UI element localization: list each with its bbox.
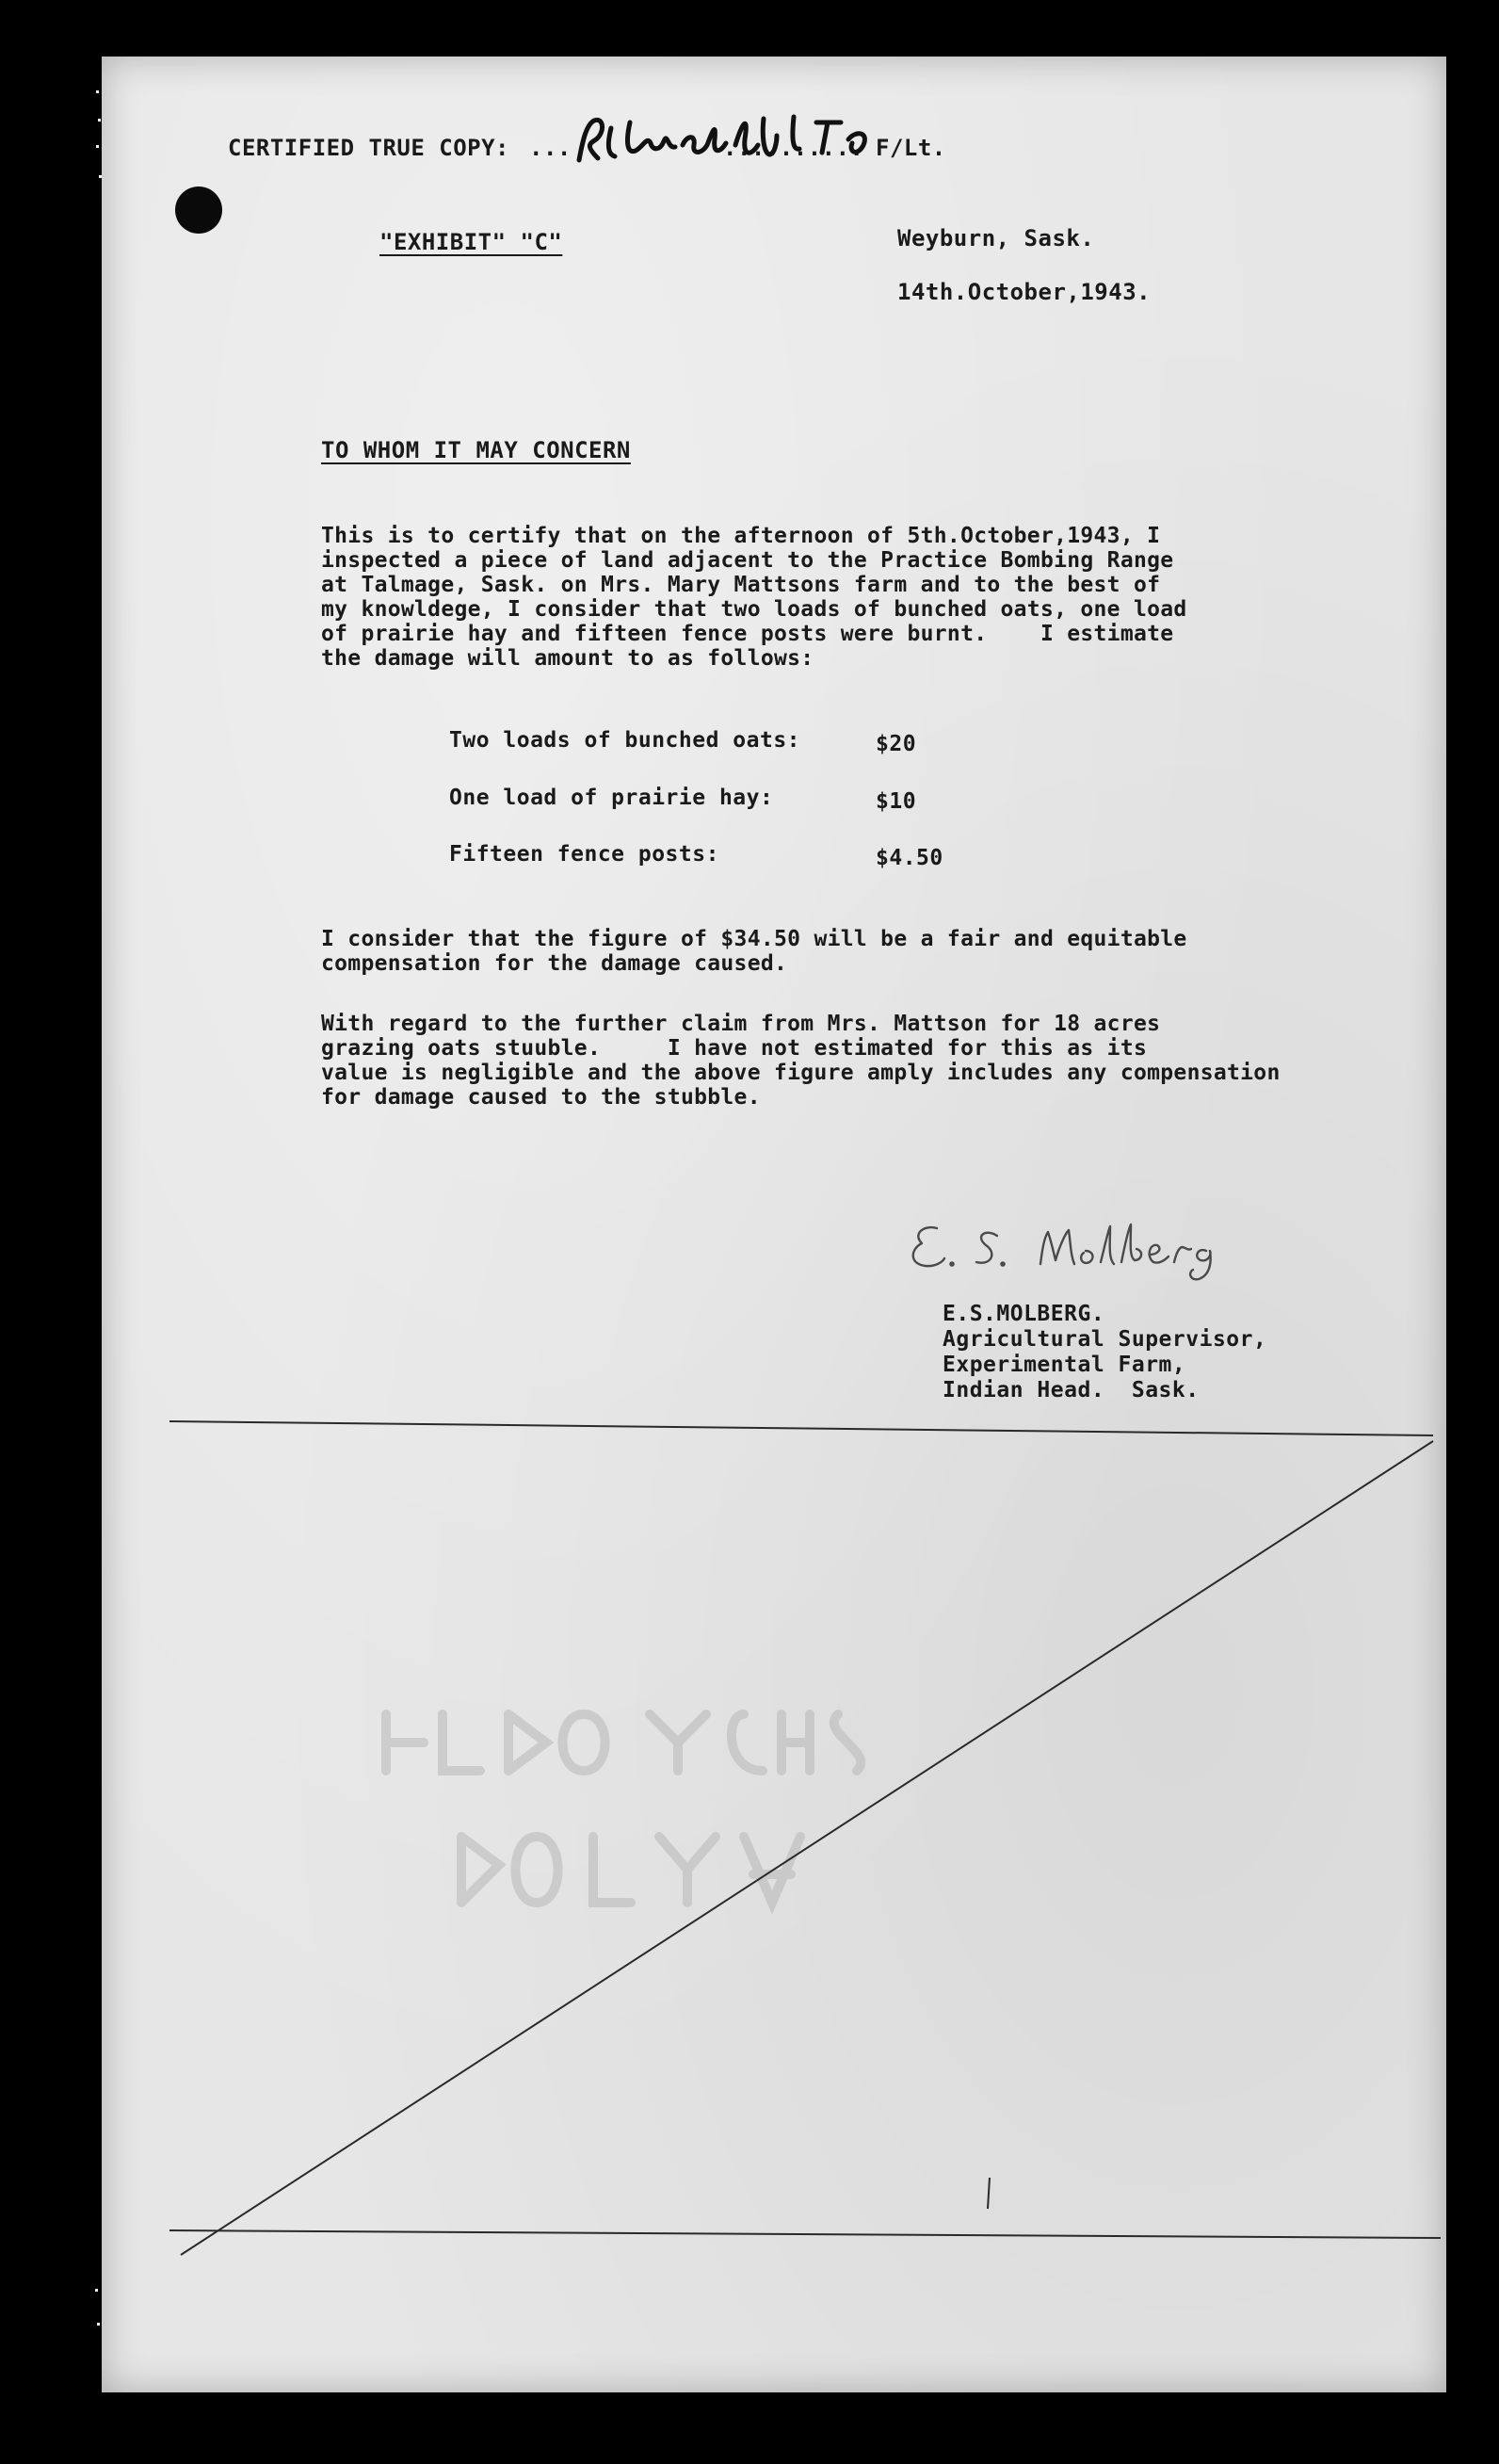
paragraph-line: for damage caused to the stubble. xyxy=(321,1085,761,1110)
item-amount: $20 xyxy=(876,732,917,756)
paragraph-line: at Talmage, Sask. on Mrs. Mary Mattsons farm and to the best of xyxy=(321,573,1161,597)
item-amount: $4.50 xyxy=(876,846,943,870)
paragraph-line: With regard to the further claim from Mrs. Mattson for 18 acres xyxy=(321,1012,1161,1036)
item-amount: $10 xyxy=(876,789,917,814)
letter-date: 14th.October,1943. xyxy=(897,279,1152,305)
exhibit-label: "EXHIBIT" "C" xyxy=(379,229,563,255)
signer-location: Indian Head. Sask. xyxy=(943,1378,1200,1402)
paragraph-line: the damage will amount to as follows: xyxy=(321,646,814,671)
paragraph-line: compensation for the damage caused. xyxy=(321,951,788,976)
paragraph-line: grazing oats stuuble. I have not estimated for this as its xyxy=(321,1036,1148,1061)
signer-title: Agricultural Supervisor, xyxy=(943,1327,1267,1352)
paragraph-line: of prairie hay and fifteen fence posts were burnt. I estimate xyxy=(321,622,1174,646)
certified-label: CERTIFIED TRUE COPY: xyxy=(228,135,509,161)
paragraph-line: my knowldege, I consider that two loads of bunched oats, one load xyxy=(321,597,1187,622)
paragraph-line: This is to certify that on the afternoon of 5th.October,1943, I xyxy=(321,524,1161,548)
salutation: TO WHOM IT MAY CONCERN xyxy=(321,437,631,463)
certified-dots-left: ... xyxy=(529,135,572,161)
item-label: Two loads of bunched oats: xyxy=(449,728,801,753)
paragraph-line: inspected a piece of land adjacent to the Practice Bombing Range xyxy=(321,548,1174,573)
item-label: One load of prairie hay: xyxy=(449,786,774,810)
item-label: Fifteen fence posts: xyxy=(449,842,719,867)
signer-organization: Experimental Farm, xyxy=(943,1353,1186,1377)
certified-suffix: F/Lt. xyxy=(876,135,946,161)
signer-name: E.S.MOLBERG. xyxy=(943,1302,1105,1326)
paragraph-line: value is negligible and the above figure amply includes any compensation xyxy=(321,1061,1281,1085)
paragraph-line: I consider that the figure of $34.50 will be a fair and equitable xyxy=(321,927,1187,951)
place: Weyburn, Sask. xyxy=(897,225,1095,251)
certified-dots-right: .......... xyxy=(723,135,864,161)
